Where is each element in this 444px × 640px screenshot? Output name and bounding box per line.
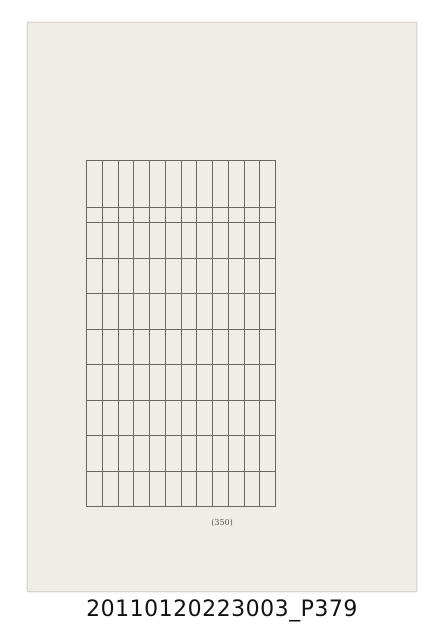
table-cell (134, 258, 150, 294)
header-cell (87, 161, 103, 208)
table-cell (181, 329, 197, 365)
header-cell (150, 161, 166, 208)
table-cell (228, 400, 244, 436)
unit-cell (181, 208, 197, 223)
table-cell (228, 294, 244, 330)
table-row (87, 365, 276, 401)
header-cell (118, 161, 134, 208)
table-cell (197, 329, 213, 365)
table-cell (87, 471, 103, 507)
table-cell (118, 436, 134, 472)
table-row (87, 223, 276, 259)
table-cell (197, 400, 213, 436)
table-cell (150, 294, 166, 330)
unit-cell (87, 208, 103, 223)
table-cell (260, 436, 276, 472)
table-cell (213, 365, 229, 401)
table-cell (118, 400, 134, 436)
unit-cell (118, 208, 134, 223)
table-cell (213, 329, 229, 365)
table-cell (181, 436, 197, 472)
table-cell (134, 329, 150, 365)
unit-cell (165, 208, 181, 223)
table-cell (213, 294, 229, 330)
table-row (87, 294, 276, 330)
table-cell (87, 400, 103, 436)
table-cell (165, 329, 181, 365)
table-cell (150, 329, 166, 365)
table-cell (165, 471, 181, 507)
table-cell (134, 365, 150, 401)
table-cell (118, 294, 134, 330)
table-cell (260, 471, 276, 507)
table-cell (102, 258, 118, 294)
table-row (87, 400, 276, 436)
table-cell (102, 471, 118, 507)
table-cell (87, 365, 103, 401)
table-cell (181, 294, 197, 330)
table-cell (118, 258, 134, 294)
unit-cell (260, 208, 276, 223)
table-cell (102, 400, 118, 436)
table-row (87, 471, 276, 507)
table-cell (134, 471, 150, 507)
table-cell (87, 329, 103, 365)
table-cell (181, 258, 197, 294)
table-cell (181, 400, 197, 436)
unit-cell (213, 208, 229, 223)
table-cell (213, 471, 229, 507)
table-cell (197, 471, 213, 507)
table-row (87, 436, 276, 472)
table-cell (150, 258, 166, 294)
table-cell (260, 294, 276, 330)
table-cell (228, 258, 244, 294)
header-cell (102, 161, 118, 208)
header-cell (228, 161, 244, 208)
table-cell (150, 223, 166, 259)
table-cell (228, 329, 244, 365)
table-cell (197, 223, 213, 259)
table-cell (260, 365, 276, 401)
table-header-row (87, 161, 276, 208)
table-cell (150, 400, 166, 436)
table-cell (228, 365, 244, 401)
table-cell (228, 223, 244, 259)
table-row (87, 329, 276, 365)
header-cell (244, 161, 260, 208)
table-cell (102, 294, 118, 330)
table-cell (165, 436, 181, 472)
table-cell (150, 471, 166, 507)
table-cell (260, 329, 276, 365)
header-cell (197, 161, 213, 208)
table-cell (228, 471, 244, 507)
table-cell (244, 223, 260, 259)
table-cell (213, 436, 229, 472)
table-cell (197, 436, 213, 472)
table-cell (118, 471, 134, 507)
unit-cell (244, 208, 260, 223)
table-cell (87, 436, 103, 472)
table-unit-row (87, 208, 276, 223)
table-cell (244, 294, 260, 330)
table-cell (260, 223, 276, 259)
table-cell (118, 329, 134, 365)
header-cell (134, 161, 150, 208)
table-cell (87, 294, 103, 330)
table-cell (181, 365, 197, 401)
table-cell (118, 365, 134, 401)
table-cell (244, 365, 260, 401)
table-cell (102, 365, 118, 401)
unit-cell (197, 208, 213, 223)
table-cell (244, 258, 260, 294)
unit-cell (228, 208, 244, 223)
table-cell (165, 258, 181, 294)
header-cell (181, 161, 197, 208)
table-cell (228, 436, 244, 472)
table-cell (260, 258, 276, 294)
table-cell (181, 223, 197, 259)
table-cell (118, 223, 134, 259)
table-cell (134, 400, 150, 436)
unit-cell (134, 208, 150, 223)
table-cell (102, 329, 118, 365)
price-table (86, 160, 276, 507)
page-number: (350) (211, 518, 233, 527)
table-cell (213, 258, 229, 294)
table-cell (244, 436, 260, 472)
table-cell (87, 223, 103, 259)
table-cell (244, 329, 260, 365)
table-cell (165, 365, 181, 401)
table-row (87, 258, 276, 294)
table-cell (165, 223, 181, 259)
table-cell (165, 294, 181, 330)
table-cell (134, 294, 150, 330)
table-cell (244, 471, 260, 507)
table-cell (197, 365, 213, 401)
table-cell (244, 400, 260, 436)
unit-cell (102, 208, 118, 223)
table-cell (197, 258, 213, 294)
table-cell (213, 400, 229, 436)
header-cell (213, 161, 229, 208)
table-cell (87, 258, 103, 294)
unit-cell (150, 208, 166, 223)
table-cell (150, 365, 166, 401)
table-cell (150, 436, 166, 472)
table-cell (165, 400, 181, 436)
table-cell (197, 294, 213, 330)
table-cell (260, 400, 276, 436)
table-cell (181, 471, 197, 507)
table-cell (102, 436, 118, 472)
table-cell (213, 223, 229, 259)
header-cell (260, 161, 276, 208)
table-cell (134, 223, 150, 259)
header-cell (165, 161, 181, 208)
table-cell (134, 436, 150, 472)
table-cell (102, 223, 118, 259)
image-caption: 20110120223003_P379 (86, 597, 358, 622)
